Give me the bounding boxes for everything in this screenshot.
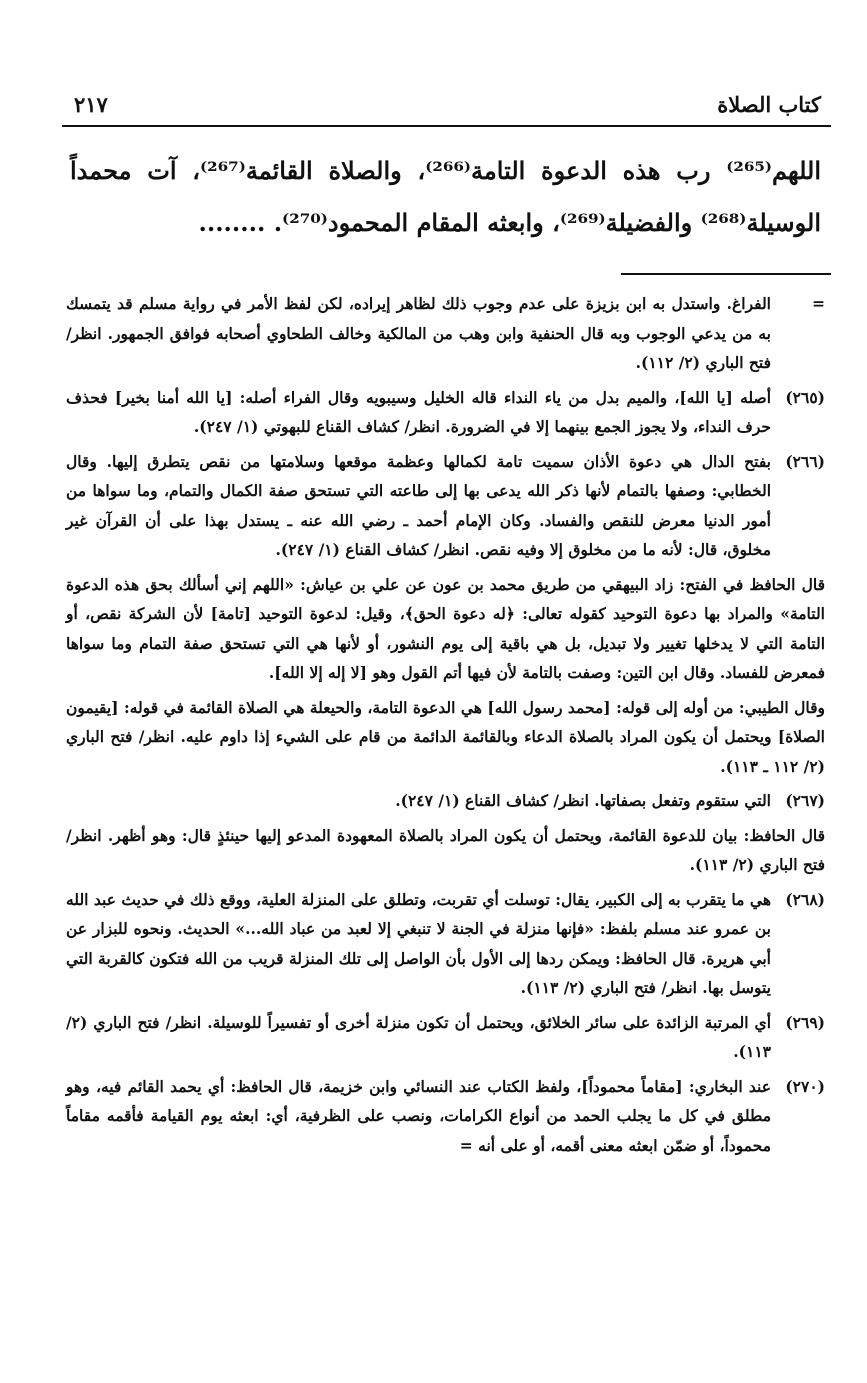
footnote	[66, 786, 825, 816]
footnote-text: أصله [يا الله]، والميم بدل من ياء النداء قاله الخليل وسيبويه وقال الفراء أصله: [يا الله أمنا بخير] فحذف حرف النداء، ولا يجوز الجمع بينهما إلا في الضرورة. انظر/ كشاف القناع للبهوتي (١/ ٢٤٧).	[66, 387, 771, 436]
footnote	[66, 383, 825, 442]
footnote-number: (٢٦٥)	[785, 387, 825, 407]
footnotes	[62, 289, 831, 1160]
footnote	[66, 447, 825, 565]
footnote-number: (٢٦٨)	[785, 889, 825, 909]
main-text-dots: ........	[198, 208, 266, 237]
main-text	[62, 145, 831, 249]
header-rule	[62, 125, 831, 127]
footnote	[66, 1008, 825, 1067]
footnote-paragraph: وقال الطيبي: من أوله إلى قوله: [محمد رسول الله] هي الدعوة التامة، والحيعلة هي الصلاة القائمة في قوله: [يقيمون الصلاة] ويحتمل أن يكون المراد بالصلاة الدعاء وبالقائمة الدائمة من قام على الشيء إذا داوم عليه. انظر/ فتح الباري (٢/ ١١٢ ـ ١١٣).	[66, 697, 825, 776]
footnote-number: (٢٧٠)	[785, 1076, 825, 1096]
footnote-number: (٢٦٧)	[785, 791, 825, 810]
footnote-text: عند البخاري: [مقاماً محموداً]، ولفظ الكتاب عند النسائي وابن خزيمة، قال الحافظ: أي يحمد القائم فيه، وهو مطلق في كل ما يجلب الحمد من أنواع الكرامات، ونصب على الظرفية، أي: ابعثه يوم القيامة فأقمه مقاماً محموداً، أو ضمّن ابعثه معنى أقمه، أو على أنه =	[66, 1076, 771, 1155]
footnote-text: أي المرتبة الزائدة على سائر الخلائق، ويحتمل أن تكون منزلة أخرى أو تفسيراً للوسيلة. انظر/ فتح الباري (٢/ ١١٣).	[66, 1012, 771, 1061]
footnote-text: هي ما يتقرب به إلى الكبير، يقال: توسلت أي تقربت، وتطلق على المنزلة العلية، ووقع ذلك في حديث عبد الله بن عمرو عند مسلم بلفظ: «فإنها منزلة في الجنة لا تنبغي إلا لعبد من عباد الله...» الحديث. ونحوه للبزار عن أبي هريرة. قال الحافظ: ويمكن ردها إلى الأول بأن الواصل إلى تلك المنزلة قريب من الله فتكون كالقربة التي يتوسل بها. انظر/ فتح الباري (٢/ ١١٣).	[66, 889, 771, 997]
footnote-number: (٢٦٩)	[785, 1012, 825, 1032]
footnote-paragraph: قال الحافظ في الفتح: زاد البيهقي من طريق محمد بن عون عن علي بن عياش: «اللهم إني أسألك بحق هذه الدعوة التامة» والمراد بها دعوة التوحيد كقوله تعالى: ﴿له دعوة الحق﴾، وقيل: لدعوة التوحيد [تامة] لأن الشركة نقص، أو التامة التي لا يدخلها تغيير ولا تبديل، بل هي باقية إلى يوم النشور، أو لأنها هي التي تستحق صفة التمام وما سواها فمعرض للفساد. وقال ابن التين: وصفت بالتامة لأن فيها أتم القول وهو [لا إله إلا الله].	[66, 574, 825, 682]
footnote-number: (٢٦٦)	[785, 451, 825, 471]
page-header	[62, 92, 831, 125]
footnote-paragraph: قال الحافظ: بيان للدعوة القائمة، ويحتمل أن يكون المراد بالصلاة المعهودة المدعو إليها حينئذٍ قال: وهو أظهر. انظر/ فتح الباري (٢/ ١١٣).	[66, 825, 825, 874]
footnote-number: =	[812, 294, 825, 313]
page-number: ٢١٧	[74, 92, 108, 117]
chapter-title: كتاب الصلاة	[717, 92, 821, 117]
main-text-body: اللهم⁽²⁶⁵⁾ رب هذه الدعوة التامة⁽²⁶⁶⁾، والصلاة القائمة⁽²⁶⁷⁾، آت محمداً الوسيلة⁽²⁶⁸⁾ والفضيلة⁽²⁶⁹⁾، وابعثه المقام المحمود⁽²⁷⁰⁾.	[70, 156, 821, 237]
footnote-text: بفتح الدال هي دعوة الأذان سميت تامة لكمالها وعظمة موقعها وسلامتها من نقص يتطرق إليها. وقال الخطابي: وصفها بالتمام لأنها ذكر الله يدعى بها إلى طاعته التي تستحق صفة الكمال والتمام، وما سواها من أمور الدنيا معرض للنقص والفساد. وكان الإمام أحمد ـ رضي الله عنه ـ يستدل بهذا على أن القرآن غير مخلوق، قال: لأنه ما من مخلوق إلا وفيه نقص. انظر/ كشاف القناع (١/ ٢٤٧).	[66, 451, 771, 559]
footnote	[66, 289, 825, 378]
footnote-rule	[621, 273, 831, 275]
footnote	[66, 885, 825, 1003]
footnote-text: التي ستقوم وتفعل بصفاتها. انظر/ كشاف القناع (١/ ٢٤٧).	[395, 791, 771, 810]
footnote-text: الفراغ. واستدل به ابن بزيزة على عدم وجوب ذلك لظاهر إيراده، لكن لفظ الأمر في رواية مسلم قد يتمسك به من يدعي الوجوب وبه قال الحنفية وابن وهب من المالكية وخالف الطحاوي أصحابه فوافق الجمهور. انظر/ فتح الباري (٢/ ١١٢).	[66, 294, 771, 372]
footnote	[66, 1072, 825, 1161]
